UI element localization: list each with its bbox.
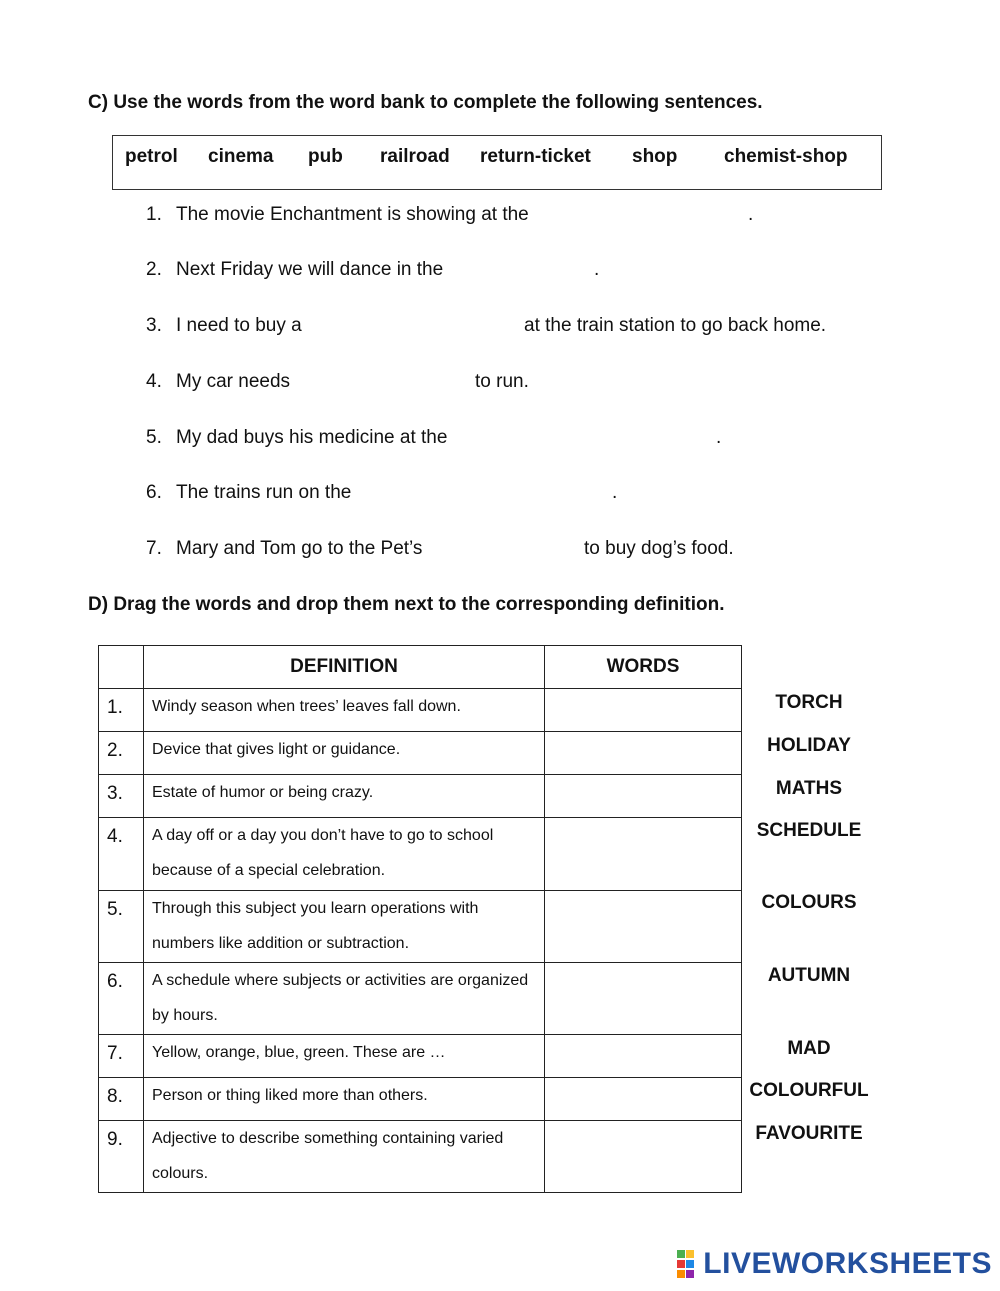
sentence-number: 7. xyxy=(146,538,162,559)
draggable-word[interactable]: MAD xyxy=(787,1038,831,1059)
table-row xyxy=(99,732,742,775)
row-number: 7. xyxy=(99,1035,144,1078)
draggable-word[interactable]: HOLIDAY xyxy=(767,735,851,756)
sentence-number: 2. xyxy=(146,259,162,280)
draggable-word[interactable]: COLOURFUL xyxy=(749,1080,869,1101)
drop-zone[interactable] xyxy=(545,963,742,1035)
sentence-text: I need to buy a xyxy=(176,315,302,336)
row-definition: Through this subject you learn operations with numbers like addition or subtraction. xyxy=(144,891,545,963)
row-definition: Windy season when trees’ leaves fall down. xyxy=(144,689,545,732)
table-row xyxy=(99,891,742,963)
row-number: 8. xyxy=(99,1078,144,1121)
drop-zone[interactable] xyxy=(545,818,742,891)
sentence-text: My car needs xyxy=(176,371,291,392)
table-row xyxy=(99,1035,742,1078)
drop-zone[interactable] xyxy=(545,689,742,732)
sentence-number: 6. xyxy=(146,482,162,503)
drop-zone[interactable] xyxy=(545,1121,742,1193)
sentence-text: Mary and Tom go to the Pet’s xyxy=(176,538,423,559)
liveworksheets-logo-icon xyxy=(677,1250,703,1278)
row-number: 2. xyxy=(99,732,144,775)
sentence-text: Next Friday we will dance in the xyxy=(176,259,444,280)
sentence-text: to buy dog’s food. xyxy=(584,538,734,559)
sentence-text: The movie Enchantment is showing at the xyxy=(176,204,529,225)
sentence-text: to run. xyxy=(475,371,529,392)
word-bank-item: petrol xyxy=(125,146,178,167)
sentence-text: My dad buys his medicine at the xyxy=(176,427,448,448)
answer-blank[interactable] xyxy=(570,202,740,230)
draggable-word[interactable]: AUTUMN xyxy=(767,965,851,986)
row-number: 9. xyxy=(99,1121,144,1193)
sentence-number: 3. xyxy=(146,315,162,336)
word-bank-item: railroad xyxy=(380,146,450,167)
drop-zone[interactable] xyxy=(545,891,742,963)
table-header-blank xyxy=(99,646,144,689)
word-bank-item: cinema xyxy=(208,146,274,167)
row-number: 5. xyxy=(99,891,144,963)
sentence-text: . xyxy=(716,427,722,448)
draggable-word[interactable]: COLOURS xyxy=(761,892,857,913)
definition-table xyxy=(98,645,742,1193)
answer-blank[interactable] xyxy=(458,536,576,564)
answer-blank[interactable] xyxy=(320,313,516,341)
brand-name: LIVEWORKSHEETS xyxy=(703,1247,992,1280)
liveworksheets-logo xyxy=(677,1249,992,1279)
answer-blank[interactable] xyxy=(306,369,466,397)
drop-zone[interactable] xyxy=(545,1035,742,1078)
table-row xyxy=(99,1078,742,1121)
sentence-text: at the train station to go back home. xyxy=(524,315,827,336)
word-bank-item: shop xyxy=(632,146,678,167)
table-row xyxy=(99,775,742,818)
sentence-number: 4. xyxy=(146,371,162,392)
answer-blank[interactable] xyxy=(482,425,708,453)
sentence-text: . xyxy=(748,204,754,225)
row-number: 6. xyxy=(99,963,144,1035)
table-row xyxy=(99,689,742,732)
draggable-word[interactable]: TORCH xyxy=(775,692,843,713)
table-header-words: WORDS xyxy=(545,646,742,689)
word-bank-item: pub xyxy=(308,146,343,167)
row-definition: Person or thing liked more than others. xyxy=(144,1078,545,1121)
row-definition: Adjective to describe something containing varied colours. xyxy=(144,1121,545,1193)
drop-zone[interactable] xyxy=(545,732,742,775)
draggable-word[interactable]: SCHEDULE xyxy=(756,820,862,841)
table-row xyxy=(99,963,742,1035)
answer-blank[interactable] xyxy=(478,257,588,285)
sentence-text: . xyxy=(612,482,618,503)
row-number: 1. xyxy=(99,689,144,732)
drop-zone[interactable] xyxy=(545,775,742,818)
draggable-word[interactable]: MATHS xyxy=(775,778,843,799)
word-bank-item: return-ticket xyxy=(480,146,591,167)
word-bank-item: chemist-shop xyxy=(724,146,848,167)
drop-zone[interactable] xyxy=(545,1078,742,1121)
table-row xyxy=(99,1121,742,1193)
section-d-heading: D) Drag the words and drop them next to the corresponding definition. xyxy=(88,594,725,615)
table-header-definition: DEFINITION xyxy=(144,646,545,689)
draggable-word[interactable]: FAVOURITE xyxy=(755,1123,863,1144)
row-definition: A day off or a day you don’t have to go to school because of a special celebration. xyxy=(144,818,545,891)
section-c-heading: C) Use the words from the word bank to complete the following sentences. xyxy=(88,92,763,113)
sentence-text: . xyxy=(594,259,600,280)
sentence-number: 1. xyxy=(146,204,162,225)
sentence-number: 5. xyxy=(146,427,162,448)
row-definition: A schedule where subjects or activities are organized by hours. xyxy=(144,963,545,1035)
row-number: 4. xyxy=(99,818,144,891)
answer-blank[interactable] xyxy=(378,480,604,508)
row-definition: Yellow, orange, blue, green. These are … xyxy=(144,1035,545,1078)
table-row xyxy=(99,818,742,891)
word-bank xyxy=(112,135,882,190)
row-definition: Device that gives light or guidance. xyxy=(144,732,545,775)
row-number: 3. xyxy=(99,775,144,818)
row-definition: Estate of humor or being crazy. xyxy=(144,775,545,818)
sentence-text: The trains run on the xyxy=(176,482,352,503)
